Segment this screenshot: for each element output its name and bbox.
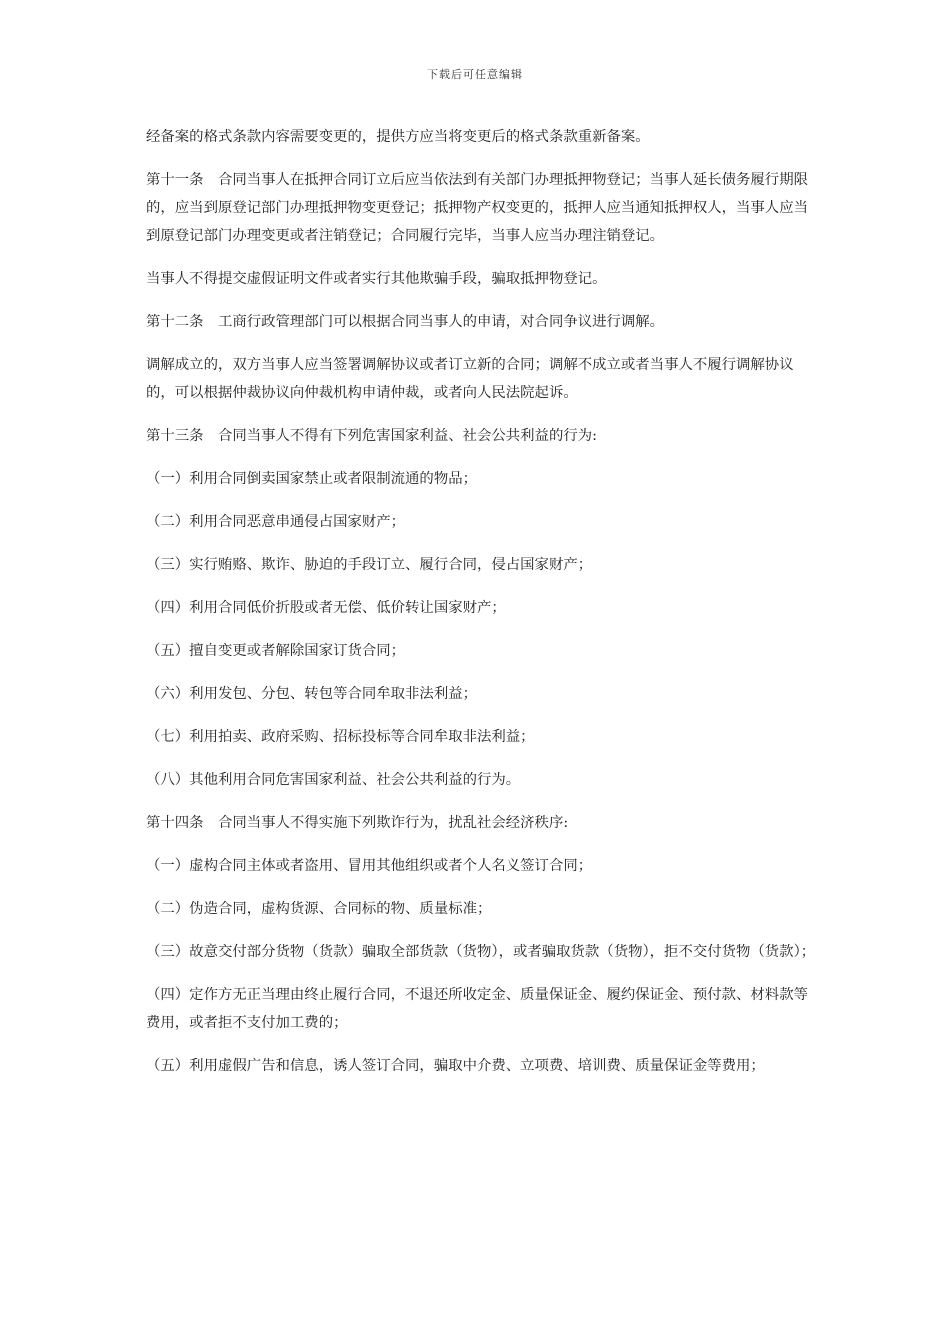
page-header: 下载后可任意编辑 (427, 68, 523, 81)
paragraph: 经备案的格式条款内容需要变更的，提供方应当将变更后的格式条款重新备案。 (146, 129, 650, 145)
list-item: （一）虚构合同主体或者盗用、冒用其他组织或者个人名义签订合同； (146, 858, 593, 874)
article-13: 第十三条 合同当事人不得有下列危害国家利益、社会公共利益的行为: (146, 428, 597, 444)
article-14: 第十四条 合同当事人不得实施下列欺诈行为，扰乱社会经济秩序: (146, 815, 569, 831)
list-item: （二）伪造合同，虚构货源、合同标的物、质量标准； (146, 901, 492, 917)
list-item: （七）利用拍卖、政府采购、招标投标等合同牟取非法利益； (146, 729, 535, 745)
list-item: （五）擅自变更或者解除国家订货合同； (146, 643, 406, 659)
article-12: 第十二条 工商行政管理部门可以根据合同当事人的申请，对合同争议进行调解。 (146, 314, 665, 330)
list-item: （六）利用发包、分包、转包等合同牟取非法利益； (146, 686, 477, 702)
list-item: （四）定作方无正当理由终止履行合同，不退还所收定金、质量保证金、履约保证金、预付款、材料款等费用，或者拒不支付加工费的； (146, 987, 808, 1031)
document-body (146, 123, 816, 1095)
list-item: （三）故意交付部分货物（货款）骗取全部货款（货物），或者骗取货款（货物），拒不交付货物（货款）； (146, 944, 816, 960)
paragraph: 当事人不得提交虚假证明文件或者实行其他欺骗手段，骗取抵押物登记。 (146, 271, 607, 287)
list-item: （八）其他利用合同危害国家利益、社会公共利益的行为。 (146, 772, 521, 788)
list-item: （三）实行贿赂、欺诈、胁迫的手段订立、履行合同，侵占国家财产； (146, 557, 593, 573)
list-item: （五）利用虚假广告和信息，诱人签订合同，骗取中介费、立项费、培训费、质量保证金等费用； (146, 1058, 765, 1074)
list-item: （二）利用合同恶意串通侵占国家财产； (146, 514, 406, 530)
list-item: （四）利用合同低价折股或者无偿、低价转让国家财产； (146, 600, 506, 616)
article-11: 第十一条 合同当事人在抵押合同订立后应当依法到有关部门办理抵押物登记；当事人延长债务履行期限的，应当到原登记部门办理抵押物变更登记；抵押物产权变更的，抵押人应当通知抵押权人，当事人应当到原登记部门办理变更或者注销登记；合同履行完毕，当事人应当办理注销登记。 (146, 172, 808, 244)
paragraph: 调解成立的，双方当事人应当签署调解协议或者订立新的合同；调解不成立或者当事人不履行调解协议的，可以根据仲裁协议向仲裁机构申请仲裁，或者向人民法院起诉。 (146, 357, 794, 401)
list-item: （一）利用合同倒卖国家禁止或者限制流通的物品； (146, 471, 477, 487)
